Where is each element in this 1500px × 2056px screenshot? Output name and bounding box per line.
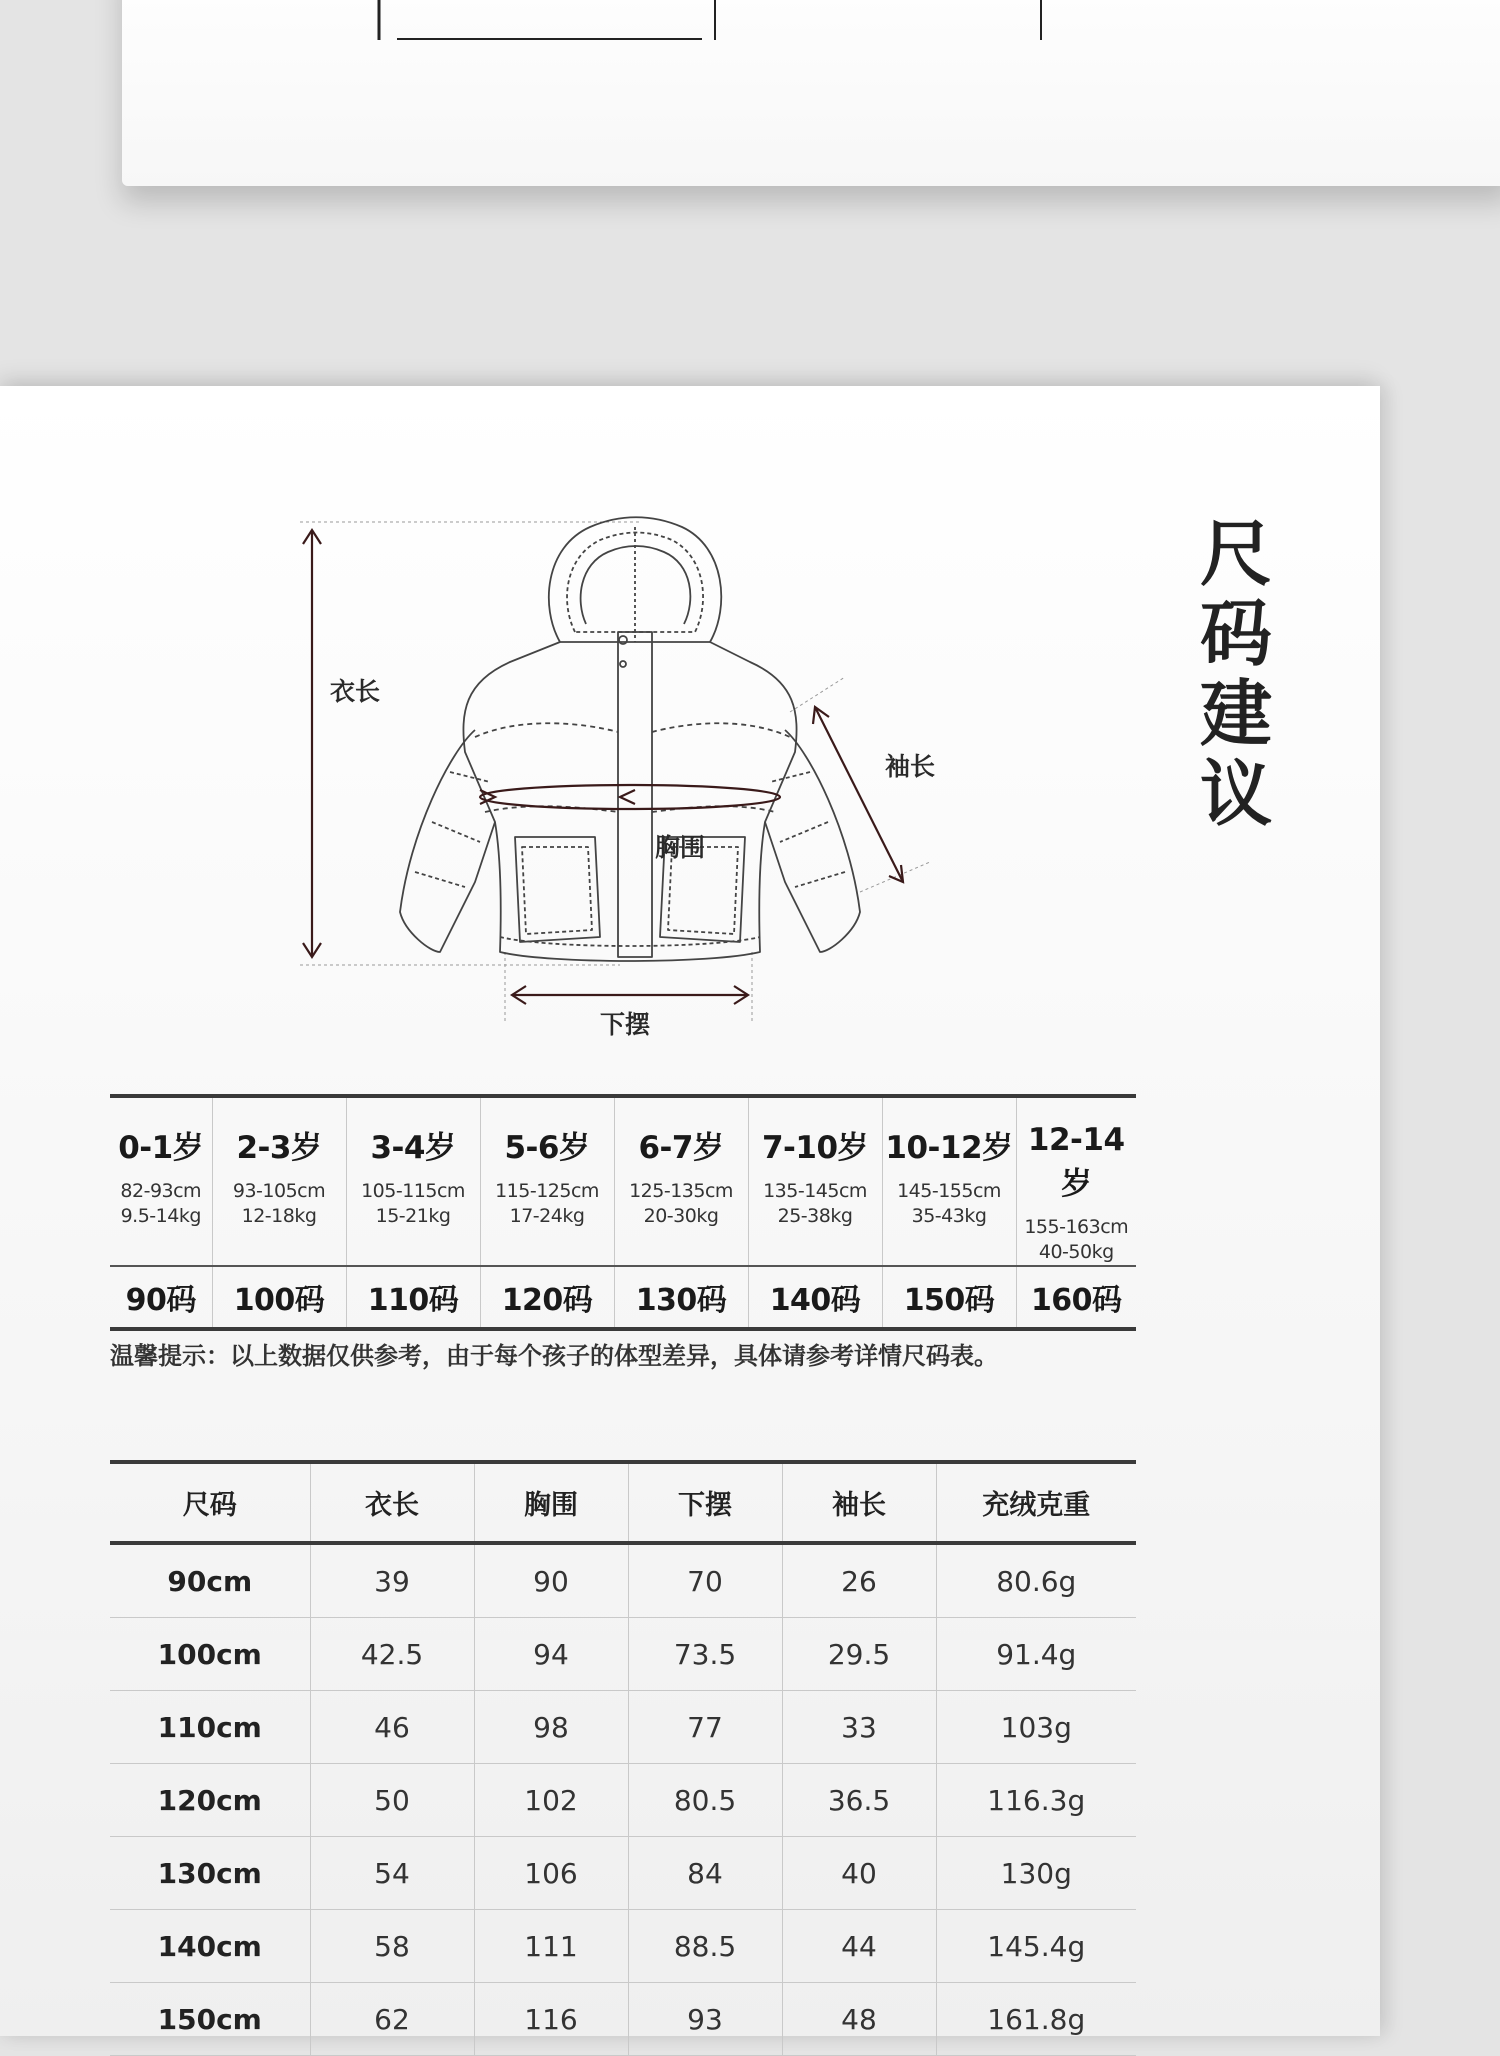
table-header-row xyxy=(110,1462,1136,1543)
cell-size: 130cm xyxy=(110,1837,310,1910)
cell-length: 39 xyxy=(310,1543,474,1618)
cell-hem: 70 xyxy=(628,1543,782,1618)
cell-chest: 106 xyxy=(474,1837,628,1910)
label-sleeve: 袖长 xyxy=(885,752,936,781)
age-cell: 10-12岁 145-155cm 35-43kg xyxy=(882,1096,1016,1266)
cell-sleeve: 44 xyxy=(782,1910,936,1983)
size-detail-table xyxy=(110,1460,1136,2056)
cell-hem: 73.5 xyxy=(628,1618,782,1691)
cell-fill-weight: 145.4g xyxy=(936,1910,1136,1983)
size-code-cell: 130码 xyxy=(614,1266,748,1329)
cell-size: 140cm xyxy=(110,1910,310,1983)
header-hem: 下摆 xyxy=(628,1462,782,1543)
age-cell: 3-4岁 105-115cm 15-21kg xyxy=(346,1096,480,1266)
cell-chest: 94 xyxy=(474,1618,628,1691)
header-chest: 胸围 xyxy=(474,1462,628,1543)
size-code-row xyxy=(110,1266,1136,1329)
cell-fill-weight: 161.8g xyxy=(936,1983,1136,2056)
cell-fill-weight: 103g xyxy=(936,1691,1136,1764)
age-cell: 0-1岁 82-93cm 9.5-14kg xyxy=(110,1096,212,1266)
cell-sleeve: 29.5 xyxy=(782,1618,936,1691)
cell-hem: 88.5 xyxy=(628,1910,782,1983)
cell-hem: 77 xyxy=(628,1691,782,1764)
previous-table-fragment xyxy=(0,0,1500,60)
cell-length: 46 xyxy=(310,1691,474,1764)
label-chest: 胸围 xyxy=(655,833,706,862)
age-cell: 5-6岁 115-125cm 17-24kg xyxy=(480,1096,614,1266)
age-cell: 7-10岁 135-145cm 25-38kg xyxy=(748,1096,882,1266)
cell-length: 62 xyxy=(310,1983,474,2056)
cell-length: 42.5 xyxy=(310,1618,474,1691)
header-sleeve: 袖长 xyxy=(782,1462,936,1543)
header-fill-weight: 充绒克重 xyxy=(936,1462,1136,1543)
cell-size: 120cm xyxy=(110,1764,310,1837)
age-cell: 12-14岁 155-163cm 40-50kg xyxy=(1016,1096,1136,1266)
size-code-cell: 90码 xyxy=(110,1266,212,1329)
table-row xyxy=(110,1983,1136,2056)
age-size-table xyxy=(110,1094,1136,1331)
cell-hem: 93 xyxy=(628,1983,782,2056)
label-length: 衣长 xyxy=(330,677,381,706)
table-row xyxy=(110,1910,1136,1983)
cell-fill-weight: 130g xyxy=(936,1837,1136,1910)
age-row xyxy=(110,1096,1136,1266)
cell-length: 50 xyxy=(310,1764,474,1837)
cell-sleeve: 36.5 xyxy=(782,1764,936,1837)
cell-size: 110cm xyxy=(110,1691,310,1764)
cell-sleeve: 48 xyxy=(782,1983,936,2056)
cell-chest: 90 xyxy=(474,1543,628,1618)
size-code-cell: 100码 xyxy=(212,1266,346,1329)
header-length: 衣长 xyxy=(310,1462,474,1543)
cell-chest: 116 xyxy=(474,1983,628,2056)
size-code-cell: 150码 xyxy=(882,1266,1016,1329)
age-cell: 2-3岁 93-105cm 12-18kg xyxy=(212,1096,346,1266)
cell-length: 58 xyxy=(310,1910,474,1983)
table-row xyxy=(110,1543,1136,1618)
page-title: 尺码建议 xyxy=(1199,512,1272,836)
cell-fill-weight: 116.3g xyxy=(936,1764,1136,1837)
header-size: 尺码 xyxy=(110,1462,310,1543)
cell-size: 100cm xyxy=(110,1618,310,1691)
cell-sleeve: 40 xyxy=(782,1837,936,1910)
cell-length: 54 xyxy=(310,1837,474,1910)
cell-chest: 98 xyxy=(474,1691,628,1764)
cell-size: 90cm xyxy=(110,1543,310,1618)
jacket-diagram xyxy=(290,512,970,1042)
table-row xyxy=(110,1691,1136,1764)
cell-sleeve: 33 xyxy=(782,1691,936,1764)
size-code-cell: 120码 xyxy=(480,1266,614,1329)
table-row xyxy=(110,1764,1136,1837)
cell-chest: 111 xyxy=(474,1910,628,1983)
cell-chest: 102 xyxy=(474,1764,628,1837)
size-code-cell: 140码 xyxy=(748,1266,882,1329)
tip-note: 温馨提示：以上数据仅供参考，由于每个孩子的体型差异，具体请参考详情尺码表。 xyxy=(110,1342,998,1370)
cell-size: 150cm xyxy=(110,1983,310,2056)
cell-sleeve: 26 xyxy=(782,1543,936,1618)
cell-hem: 84 xyxy=(628,1837,782,1910)
table-row xyxy=(110,1618,1136,1691)
table-row xyxy=(110,1837,1136,1910)
cell-fill-weight: 91.4g xyxy=(936,1618,1136,1691)
cell-hem: 80.5 xyxy=(628,1764,782,1837)
size-code-cell: 160码 xyxy=(1016,1266,1136,1329)
age-cell: 6-7岁 125-135cm 20-30kg xyxy=(614,1096,748,1266)
jacket-illustration xyxy=(290,512,970,1042)
size-code-cell: 110码 xyxy=(346,1266,480,1329)
label-hem: 下摆 xyxy=(600,1010,651,1039)
cell-fill-weight: 80.6g xyxy=(936,1543,1136,1618)
